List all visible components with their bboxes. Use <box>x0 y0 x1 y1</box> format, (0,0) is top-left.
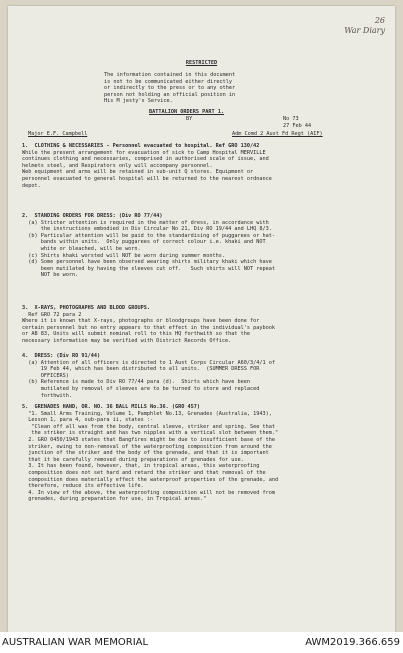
section-line: forthwith. <box>22 392 72 399</box>
section-line: helmets steel, and Respirators only will accompany personnel. <box>22 162 213 169</box>
section-line: therefore, reduce its effective life. <box>22 483 144 490</box>
section-line: (a) Attention of all officers is directed to 1 Aust Corps Circular A60/3/4/1 of <box>22 359 275 366</box>
section-line: white or bleached, will be worn. <box>22 246 141 252</box>
section-line: junction of the striker and the body of the grenade, and that it is important <box>22 450 269 457</box>
section-line: depot. <box>22 182 41 189</box>
handwritten-number: 26 <box>374 16 385 25</box>
section-line: (b) Reference is made to Div RO 77/44 para (d). Shirts which have been <box>22 379 250 386</box>
section-line: (c) Shirts khaki worsted will NOT be worn during summer months. <box>22 252 226 259</box>
section-line: grenades, during preparation for use, in Tropical areas." <box>22 496 207 503</box>
commander-name: Major E.F. Campbell <box>28 131 88 137</box>
section-line: 3. It has been found, however, that, in tropical areas, this waterproofing <box>22 463 260 470</box>
section-heading: 2. STANDING ORDERS FOR DRESS: (Div RO 77/44) <box>22 213 163 219</box>
archive-footer <box>0 632 403 653</box>
section-line: Ref GRO 72 para 2 <box>22 311 82 318</box>
section-line: NOT be worn. <box>22 272 79 279</box>
order-title: BATTALION ORDERS PART 1. <box>149 109 224 115</box>
section-line: "Clean off all wax from the body, central sleeve, striker and spring. See that <box>22 423 275 430</box>
footer-accession-number: AWM2019.366.659 <box>305 637 400 648</box>
section-line: been mutilated by having the sleeves cut off. Such shirts will NOT repeat <box>22 265 275 272</box>
handwritten-annotation <box>344 16 385 36</box>
document-page <box>8 6 395 632</box>
section-line: the instructions embodied in Div Circular No 21, Div RO 19/44 and LHQ 8/3. <box>22 226 272 233</box>
section-line: 2. GRO 0450/1943 states that Bangfires might be due to insufficient base of the <box>22 437 275 443</box>
section-line: Web equipment and arms will be retained in sub-unit Q stores. Equipment or <box>22 169 254 176</box>
notice-line-2: is not to be communicated either directly <box>104 78 233 85</box>
notice-line-3: or indirectly to the press or to any other <box>104 85 236 92</box>
notice-line-1: The information contained in this document <box>104 72 236 78</box>
order-number: No 73 <box>283 116 299 122</box>
section-line: "1. Small Arms Training, Volume 1, Pamphlet No.13, Grenades (Australia, 1943), <box>22 410 272 417</box>
command-title: Adm Comd 2 Aust Fd Regt (AIF) <box>232 131 323 137</box>
section-line: necessary information may be verified with District Records Office. <box>22 338 232 344</box>
order-by: BY <box>186 116 193 122</box>
section-heading: 5. GRENADES HAND, OR. NO. 36 BALL MILLS No.36. (GRO 457) <box>22 404 201 410</box>
section-line: (b) Particular attention will be paid to the standardising of puggarees or hat- <box>22 232 275 239</box>
notice-line-4: person not holding an official position in <box>104 91 236 98</box>
notice-line-5: His M jesty's Service. <box>104 98 173 105</box>
footer-institution: AUSTRALIAN WAR MEMORIAL <box>2 637 149 648</box>
section-line: that it be carefully removed during preparations of grenades for use. <box>22 456 244 463</box>
section-line: 19 Feb 44, which has been distributed to all units. (SUMMER DRESS FOR <box>22 366 260 373</box>
section-line: OFFICERS) <box>22 372 69 379</box>
section-line: (d) Some personnel have been observed wearing shirts military khaki which have <box>22 259 272 266</box>
section-line: the striker is straight and has two nipples with a vertical slot between them." <box>22 430 279 437</box>
handwritten-note: War Diary <box>344 26 385 35</box>
order-date: 27 Feb 44 <box>283 123 312 129</box>
section-line: composition does materially effect the waterproof properties of the grenade, and <box>22 476 279 483</box>
section-line: (a) Stricter attention is required in the matter of dress, in accordance with <box>22 219 269 226</box>
section-line: Lesson 1, para 4, sub-para ii, states :- <box>22 417 154 424</box>
section-line: mutilated by removal of sleeves are to be turned to store and replaced <box>22 386 260 392</box>
section-line: striker, owing to non-removal of the waterproofing composition from around the <box>22 443 272 450</box>
section-heading: 4. DRESS: (Div RO 91/44) <box>22 353 101 359</box>
section-line: certain personnel but no entry appears to that effect in the individual's paybook <box>22 324 275 331</box>
section-line: personnel evacuated to general hospital will be returned to the nearest ordnance <box>22 176 272 182</box>
section-line: or AB 83, Units will submit nominal roll to this HQ forthwith so that the <box>22 331 250 338</box>
section-line: bands within units. Only puggarees of correct colour i.e. khaki and NOT <box>22 239 266 246</box>
section-heading: 3. X-RAYS, PHOTOGRAPHS AND BLOOD GROUPS. <box>22 305 151 311</box>
section-line: While the present arrangement for evacuation of sick to Camp Hospital MERVILLE <box>22 149 266 156</box>
section-line: Where it is known that X-rays, photographs or bloodgroups have been done for <box>22 318 260 325</box>
section-line: continues clothing and necessaries, comprised in authorised scale of issue, and <box>22 156 269 163</box>
section-line: 4. In view of the above, the waterproofing composition will not be removed from <box>22 489 275 496</box>
section-line: composition does not set hard and retard the striker and that removal of the <box>22 470 266 476</box>
classification-heading: RESTRICTED <box>185 60 218 66</box>
section-heading: 1. CLOTHING & NECESSARIES - Personnel evacuated to hospital. Ref GRO 130/42 <box>22 143 260 149</box>
